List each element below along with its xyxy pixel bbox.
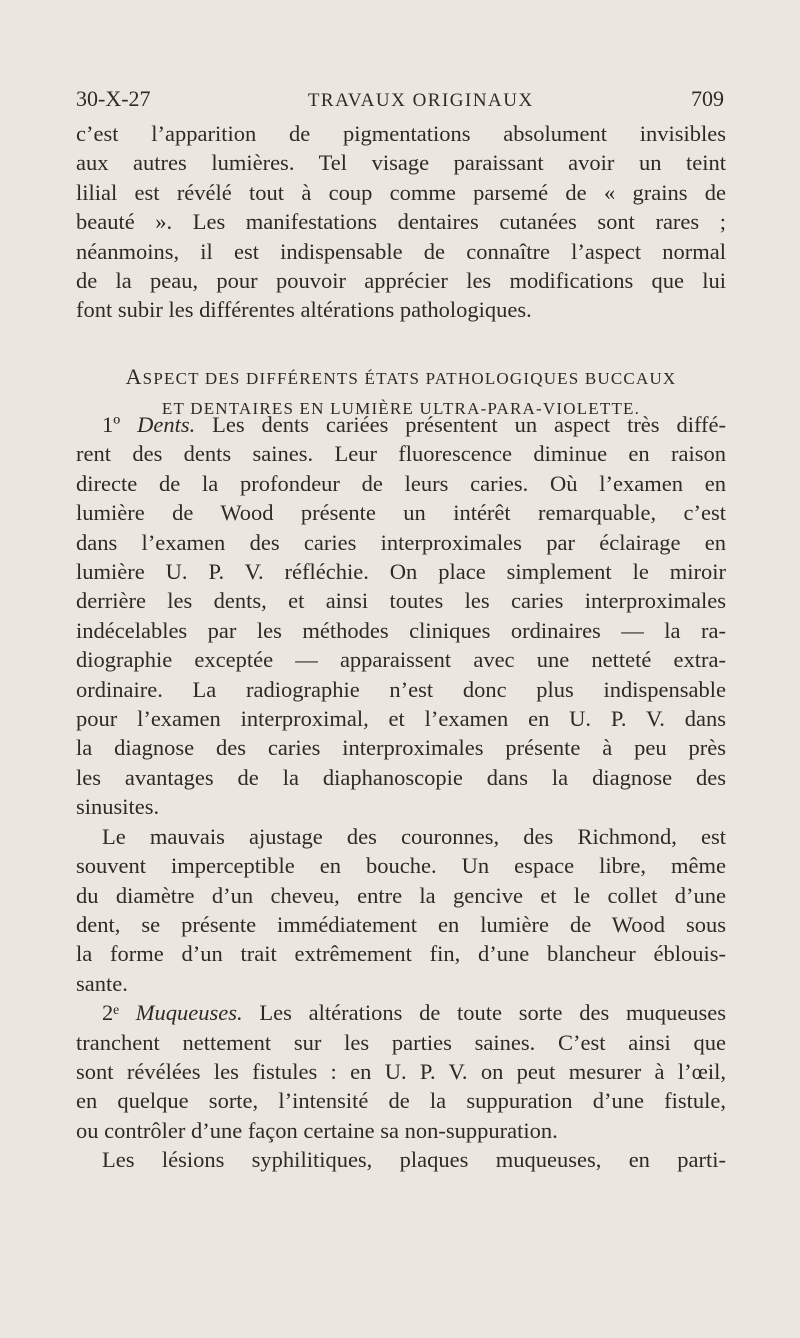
text-line: ou contrôler d’une façon certaine sa non-suppuration. — [76, 1117, 558, 1143]
text-line: lumière U. P. V. réfléchie. On place simplement le miroir — [76, 559, 726, 585]
text-line: sont révélées les fistules : en U. P. V. on peut mesurer à l’œil, — [76, 1058, 726, 1084]
text-line: font subir les différentes altérations pathologiques. — [76, 297, 532, 323]
text-line: lilial est révélé tout à coup comme parsemé de « grains de — [76, 179, 726, 205]
text-line: du diamètre d’un cheveu, entre la gencive et le collet d’une — [76, 882, 726, 908]
text-line: indécelables par les méthodes cliniques ordinaires — la ra- — [76, 617, 726, 643]
text-line: de la peau, pour pouvoir apprécier les modifications que lui — [76, 268, 726, 294]
section-label: Dents. — [137, 412, 196, 437]
section-dents — [76, 410, 726, 1175]
text-line: lumière de Wood présente un intérêt remarquable, c’est — [76, 500, 726, 526]
section-number: 1º — [102, 412, 121, 437]
text-line: néanmoins, il est indispensable de connaître l’aspect normal — [76, 238, 726, 264]
text-line: rent des dents saines. Leur fluorescence diminue en raison — [76, 441, 726, 467]
text-line: dans l’examen des caries interproximales par éclairage en — [76, 529, 726, 555]
text-line: les avantages de la diaphanoscopie dans la diagnose des — [76, 764, 726, 790]
text-line: aux autres lumières. Tel visage paraissant avoir un teint — [76, 150, 726, 176]
text-line: sinusites. — [76, 794, 160, 820]
text-line: la diagnose des caries interproximales présente à peu près — [76, 735, 726, 761]
paragraph-intro — [76, 119, 726, 325]
text-line: c’est l’apparition de pigmentations absolument invisibles — [76, 121, 726, 146]
header-date: 30-X-27 — [76, 86, 151, 111]
heading-line-1: ASPECT DES DIFFÉRENTS ÉTATS PATHOLOGIQUES BUCCAUX — [125, 364, 677, 389]
text-line: directe de la profondeur de leurs caries. Où l’examen en — [76, 470, 726, 496]
text-line: beauté ». Les manifestations dentaires cutanées sont rares ; — [76, 209, 726, 235]
text-line: dent, se présente immédiatement en lumière de Wood sous — [76, 911, 726, 937]
text-line: 1º Dents. Les dents cariées présentent un aspect très diffé- — [102, 412, 726, 437]
text-line: diographie exceptée — apparaissent avec une netteté extra- — [76, 647, 726, 673]
text-line: derrière les dents, et ainsi toutes les caries interproximales — [76, 588, 726, 614]
header-title: TRAVAUX ORIGINAUX — [307, 90, 534, 111]
text-line: pour l’examen interproximal, et l’examen en U. P. V. dans — [76, 706, 726, 732]
heading-line-2: ET DENTAIRES EN LUMIÈRE ULTRA-PARA-VIOLETTE. — [161, 399, 641, 418]
running-header — [76, 86, 724, 112]
text-line: tranchent nettement sur les parties saines. C’est ainsi que — [76, 1029, 726, 1055]
text-line: ordinaire. La radiographie n’est donc plus indispensable — [76, 676, 726, 702]
text-line: la forme d’un trait extrêmement fin, d’une blancheur éblouis- — [76, 941, 726, 967]
text-line: 2ᵉ Muqueuses. Les altérations de toute sorte des muqueuses — [102, 1000, 726, 1026]
text-line: en quelque sorte, l’intensité de la suppuration d’une fistule, — [76, 1088, 726, 1114]
page-number: 709 — [691, 86, 724, 111]
text-line: sante. — [76, 970, 128, 996]
text-line: souvent imperceptible en bouche. Un espace libre, même — [76, 853, 726, 879]
section-number: 2ᵉ — [102, 1000, 120, 1026]
text-line: Les lésions syphilitiques, plaques muqueuses, en parti- — [102, 1147, 726, 1173]
section-label: Muqueuses. — [135, 1000, 243, 1026]
text-line: Le mauvais ajustage des couronnes, des Richmond, est — [102, 823, 726, 849]
